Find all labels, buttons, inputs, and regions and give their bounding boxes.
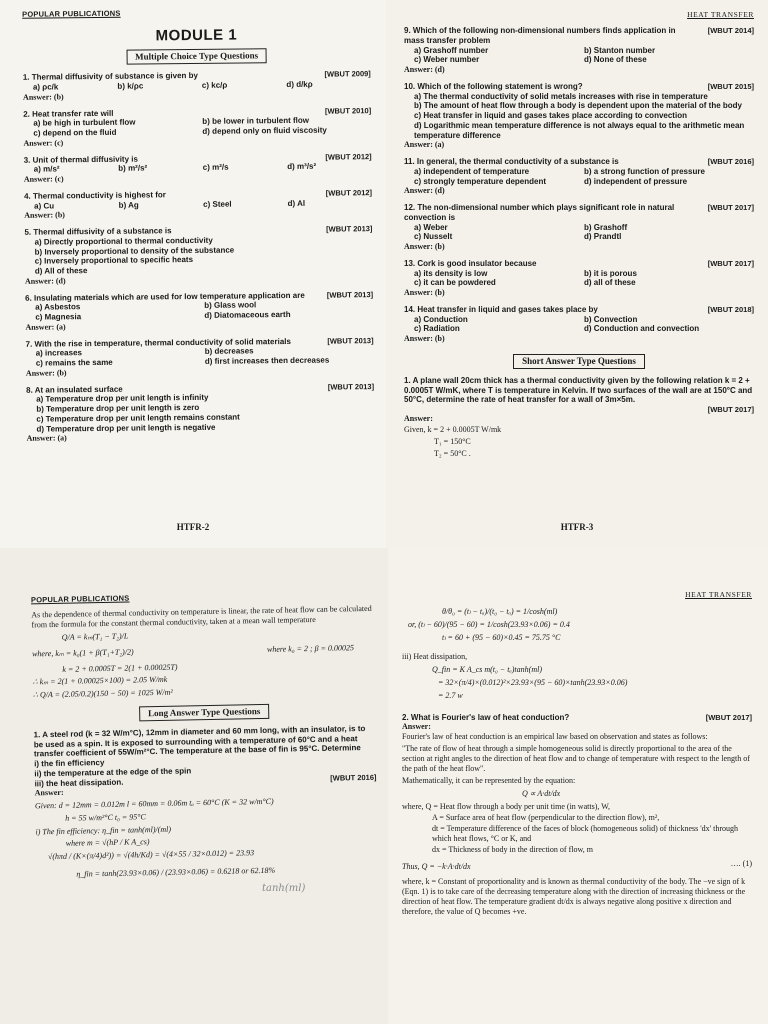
equation: tₗ = 60 + (95 − 60)×0.45 = 75.75 °C (442, 632, 561, 642)
equation-number: …. (1) (730, 858, 752, 868)
given-line: Given: d = 12mm = 0.012m l = 60mm = 0.06m tₐ = 60°C (K = 32 w/m°C) (34, 796, 274, 811)
answer-line: Answer: (b) (404, 288, 445, 298)
page-htfr-3 (386, 0, 768, 548)
answer-paragraph: where, k = Constant of proportionality and is known as thermal conductivity of the body. The −ve sign of k (Eqn. 1) is to take care of the decreasing temperature along with the direction of increasing thickness or the direction of heat flow. The temperature gradient dt/dx is always negative along positive x direction and therefore, the value of Q becomes +ve. (402, 876, 746, 916)
answer-option: c) strongly temperature dependent (414, 176, 547, 186)
answer-option: a) Weber (414, 222, 448, 232)
question-part: iii) the heat dissipation. (34, 777, 124, 788)
equation: where, kₘ = k₀(1 + β(T₁+T₂)/2) (31, 647, 134, 659)
answer-option: d) Diatomaceous earth (204, 310, 291, 321)
answer-line: Answer: (d) (404, 186, 445, 196)
question-text: 1. A steel rod (k = 32 W/m°C), 12mm in diameter and 60 mm long, with an insulator, is to be used as a spin. It is exposed to surrounding with a temperature of 60°C and a heat transfer coefficient of 55W/m²°C. The temperature at the base of fin is 95°C. Determine (33, 723, 366, 759)
running-header: HEAT TRANSFER (687, 10, 754, 19)
answer-option: c) it can be powdered (414, 278, 496, 288)
answer-option: b) Ag (118, 200, 139, 210)
answer-option: d) All of these (34, 266, 88, 276)
definition-line: A = Surface area of heat flow (perpendicular to the direction flow), m², (432, 812, 660, 822)
equation: = 2.7 w (438, 690, 463, 700)
exam-tag: [WBUT 2017] (707, 258, 754, 268)
answer-option: c) Nusselt (414, 232, 453, 242)
equation: i) The fin efficiency: η_fin = tanh(ml)/(ml) (35, 824, 172, 836)
option-list (404, 46, 754, 66)
option-list (404, 315, 754, 335)
exam-tag: [WBUT 2012] (325, 188, 373, 198)
exam-tag: [WBUT 2013] (326, 224, 373, 234)
mcq-question (404, 203, 754, 252)
question-text: 13. Cork is good insulator because (404, 258, 537, 268)
answer-option: a) increases (35, 348, 83, 359)
answer-option: a) independent of temperature (414, 166, 530, 176)
answer-option: a) The thermal conductivity of solid metals increases with rise in temperature (414, 91, 708, 101)
publisher-brand: POPULAR PUBLICATIONS (30, 593, 130, 605)
section-heading: Multiple Choice Type Questions (126, 49, 267, 65)
mcq-question (404, 157, 754, 196)
question-list (23, 70, 375, 444)
short-answer-question (404, 376, 754, 459)
page-solution-right (388, 548, 768, 1024)
answer-option: d) d/kρ (286, 79, 313, 90)
mcq-question (24, 188, 372, 221)
option-list (26, 392, 374, 435)
page-htfr-2 (0, 0, 386, 548)
answer-option: c) Inversely proportional to specific heats (34, 255, 194, 267)
exam-tag: [WBUT 2009] (324, 69, 371, 80)
exam-tag: [WBUT 2012] (325, 151, 372, 162)
equation: Q/A = kₘ(T₁ − T₂)/L (61, 631, 129, 642)
question-text: 7. With the rise in temperature, thermal conductivity of solid materials (25, 336, 291, 349)
option-list (404, 167, 754, 187)
option-list (26, 346, 374, 369)
answer-option: d) Conduction and convection (584, 324, 700, 334)
question-text: 1. A plane wall 20cm thick has a thermal conductivity given by the following relation k = 2 + 0.0005T W/mK, where T is temperature in Kelvin. If two surfaces of the wall are at 150°C and 50°C, determine the rate of heat transfer for a wall of 3m×5m. (404, 375, 753, 405)
answer-option: c) Radiation (414, 324, 460, 334)
answer-option: b) The amount of heat flow through a body is dependent upon the material of the body (414, 101, 742, 111)
option-list (404, 269, 754, 289)
answer-option: a) m/s² (33, 164, 60, 175)
question-text: 1. Thermal diffusivity of substance is given by (22, 71, 199, 83)
question-text: 5. Thermal diffusivity of a substance is (24, 226, 172, 237)
question-text: 10. Which of the following statement is wrong? (404, 81, 583, 91)
long-answer-question (402, 713, 752, 917)
mcq-question (23, 70, 371, 103)
page-footer: HTFR-3 (560, 522, 594, 532)
answer-option: c) kc/ρ (201, 80, 228, 91)
publisher-brand: POPULAR PUBLICATIONS (22, 8, 121, 19)
answer-line: Answer: (c) (23, 174, 64, 184)
answer-option: a) Cu (34, 201, 55, 211)
mcq-question (24, 224, 373, 286)
page-footer: HTFR-2 (176, 522, 210, 532)
mcq-question (404, 305, 754, 344)
option-list (404, 223, 754, 243)
equation: ∴ kₘ = 2(1 + 0.00025×100) = 2.05 W/mk (32, 675, 168, 687)
equation: Q_fin = K A_cs m(t₀ − tₐ)tanh(ml) (432, 665, 542, 675)
given-line: h = 55 w/m²°C t₀ = 95°C (65, 812, 146, 823)
answer-line: Answer: (b) (24, 210, 65, 221)
exam-tag: [WBUT 2016] (330, 772, 377, 783)
page-content (388, 548, 768, 917)
question-text: 4. Thermal conductivity is highest for (24, 190, 166, 201)
question-text: 3. Unit of thermal diffusivity is (23, 154, 138, 165)
exam-tag: [WBUT 2013] (326, 289, 374, 300)
answer-option: a) Conduction (414, 314, 468, 324)
equation: ∴ Q/A = (2.05/0.2)(150 − 50) = 1025 W/m² (32, 687, 173, 700)
given-line: T₂ = 50°C . (434, 449, 471, 458)
equation: or, (tₗ − 60)/(95 − 60) = 1/cosh(23.93×0.06) = 0.4 (408, 619, 570, 629)
answer-label: Answer: (402, 722, 431, 732)
exam-tag: [WBUT 2016] (707, 157, 754, 167)
definition-line: dt = Temperature difference of the faces of block (homogeneous solid) of thickness 'dx' through which heat flows, °C or K, and (432, 823, 739, 843)
mcq-question (404, 26, 754, 75)
answer-line: Answer: (b) (25, 368, 67, 378)
mcq-question (23, 106, 371, 149)
question-text: 11. In general, the thermal conductivity of a substance is (404, 157, 619, 167)
mcq-question (24, 152, 372, 185)
answer-paragraph: Fourier's law of heat conduction is an empirical law based on observation and states as follows: (402, 732, 708, 742)
answer-option: d) all of these (584, 278, 636, 288)
answer-option: b) Inversely proportional to density of the substance (34, 245, 235, 257)
pencil-annotation: tanh(ml) (262, 883, 306, 894)
answer-option: a) Temperature drop per unit length is infinity (36, 393, 209, 405)
answer-option: d) Al (287, 198, 306, 208)
answer-line: Answer: (b) (404, 334, 445, 344)
page-content (386, 0, 768, 459)
answer-option: c) m²/s (202, 163, 229, 173)
given-line: T₁ = 150°C (434, 437, 471, 446)
answer-option: c) Weber number (414, 55, 480, 65)
answer-paragraph: Mathematically, it can be represented by the equation: (402, 776, 576, 786)
step-heading: iii) Heat dissipation, (402, 652, 468, 662)
long-answer-question (34, 724, 379, 880)
exam-tag: [WBUT 2018] (707, 304, 754, 314)
option-list (23, 116, 371, 139)
page-content (0, 0, 386, 444)
equation: √(hπd / (K×(π/4)d²)) = √(4h/Kd) = √(4×55 / 32×0.012) = 23.93 (47, 848, 255, 862)
equation: k = 2 + 0.0005T = 2(1 + 0.00025T) (62, 662, 178, 674)
answer-option: a) Grashoff number (414, 45, 489, 55)
question-part: i) the fin efficiency (34, 758, 105, 769)
answer-line: Answer: (d) (24, 276, 66, 286)
answer-option: c) Heat transfer in liquid and gases takes place according to convection (414, 111, 687, 121)
answer-option: b) be lower in turbulent flow (202, 116, 309, 127)
exam-tag: [WBUT 2014] (707, 26, 754, 36)
answer-option: b) Temperature drop per unit length is zero (36, 403, 200, 414)
answer-option: d) depend only on fluid viscosity (202, 125, 327, 137)
answer-option: a) Asbestos (35, 302, 81, 313)
answer-option: d) independent of pressure (584, 176, 688, 186)
exam-tag: [WBUT 2017] (705, 712, 752, 722)
answer-line: Answer: (a) (25, 322, 66, 332)
equation: = 32×(π/4)×(0.012)²×23.93×(95 − 60)×tanh(23.93×0.06) (438, 678, 628, 688)
answer-option: b) decreases (204, 346, 254, 357)
question-text: 14. Heat transfer in liquid and gases takes place by (404, 304, 598, 314)
answer-option: a) its density is low (414, 268, 488, 278)
question-text: 9. Which of the following non-dimensional numbers finds application in mass transfer problem (404, 26, 676, 45)
option-list (24, 234, 372, 277)
answer-option: b) a strong function of pressure (584, 166, 705, 176)
answer-option: a) Directly proportional to thermal conductivity (34, 235, 213, 247)
answer-option: d) Logarithmic mean temperature difference is not always equal to the arithmetic mean temperature difference (414, 120, 745, 140)
answer-option: c) remains the same (35, 357, 113, 368)
option-list (25, 300, 373, 323)
exam-tag: [WBUT 2017] (707, 405, 754, 415)
answer-option: c) Temperature drop per unit length remains constant (36, 412, 240, 424)
answer-line: Answer: (b) (22, 92, 64, 102)
answer-option: a) ρc/k (32, 82, 59, 92)
mcq-question (25, 290, 373, 333)
answer-line: Answer: (a) (404, 140, 445, 150)
answer-option: d) Temperature drop per unit length is negative (36, 422, 216, 434)
answer-option: b) m²/s² (118, 163, 148, 174)
answer-option: b) Grashoff (584, 222, 628, 232)
answer-line: Answer: (c) (23, 138, 64, 148)
equation: Thus, Q = −k·A·dt/dx (402, 861, 471, 871)
exam-tag: [WBUT 2013] (327, 335, 374, 346)
question-text: 6. Insulating materials which are used for low temperature application are (25, 290, 305, 303)
answer-option: d) Prandtl (584, 232, 622, 242)
answer-option: b) Stanton number (584, 45, 656, 55)
mcq-question (404, 259, 754, 298)
page-content (0, 548, 388, 884)
page-solution-left (0, 548, 388, 1024)
answer-option: d) first increases then decreases (204, 355, 330, 367)
definition-line: where, Q = Heat flow through a body per unit time (in watts), W, (402, 801, 611, 811)
equation-note: where k₀ = 2 ; β = 0.00025 (266, 643, 355, 654)
question-text: 12. The non-dimensional number which plays significant role in natural convection is (404, 203, 675, 222)
given-line: Given, k = 2 + 0.0005T W/mk (404, 425, 502, 434)
equation: η_fin = tanh(23.93×0.06) / (23.93×0.06) = 0.6218 or 62.18% (76, 865, 276, 879)
answer-option: d) m³/s² (287, 162, 317, 172)
answer-option: b) Convection (584, 314, 638, 324)
answer-paragraph: "The rate of flow of heat through a simple homogeneous solid is directly proportional to the area of the section at right angles to the direction of heat flow and to change of temperature with respect to the length of the path of the heat flow". (402, 744, 750, 774)
answer-label: Answer: (34, 788, 64, 798)
question-text: 2. What is Fourier's law of heat conduction? (402, 712, 570, 722)
answer-line: Answer: (d) (404, 65, 445, 75)
answer-line: Answer: (a) (26, 433, 67, 444)
answer-option: b) Glass wool (204, 300, 257, 311)
equation: θ/θ₀ = (tₗ − tₐ)/(t₀ − tₐ) = 1/cosh(ml) (442, 607, 558, 617)
answer-option: b) k/ρc (117, 81, 144, 91)
exam-tag: [WBUT 2015] (707, 81, 754, 91)
answer-option: c) Steel (203, 199, 232, 209)
answer-option: c) depend on the fluid (33, 127, 117, 138)
question-text: 2. Heat transfer rate will (23, 108, 114, 119)
exam-tag: [WBUT 2010] (324, 105, 372, 116)
module-title: MODULE 1 (155, 26, 238, 45)
question-part: ii) the temperature at the edge of the spin (34, 766, 192, 779)
answer-option: d) None of these (584, 55, 647, 65)
answer-option: a) be high in turbulent flow (33, 117, 136, 129)
exam-tag: [WBUT 2013] (327, 381, 375, 392)
equation: Q ∝ A·dt/dx (522, 789, 561, 799)
definition-line: dx = Thickness of body in the direction of flow, m (432, 844, 593, 854)
mcq-question (404, 82, 754, 150)
exam-tag: [WBUT 2017] (707, 203, 754, 213)
option-list (404, 92, 754, 141)
question-text: 8. At an insulated surface (26, 384, 123, 395)
answer-option: b) it is porous (584, 268, 637, 278)
running-header: HEAT TRANSFER (685, 590, 752, 599)
answer-label: Answer: (404, 414, 433, 424)
section-heading: Long Answer Type Questions (139, 704, 270, 721)
mcq-question (26, 382, 375, 444)
equation: where m = √(hP / K A_cs) (65, 837, 150, 849)
answer-option: c) Magnesia (35, 312, 82, 322)
answer-line: Answer: (b) (404, 242, 445, 252)
mcq-question (26, 336, 374, 379)
section-heading: Short Answer Type Questions (513, 354, 645, 369)
intro-paragraph: As the dependence of thermal conductivity on temperature is linear, the rate of heat flow can be calculated from the formula for the constant thermal conductivity, taken at a mean wall temperature (31, 604, 372, 630)
question-list (404, 26, 754, 344)
